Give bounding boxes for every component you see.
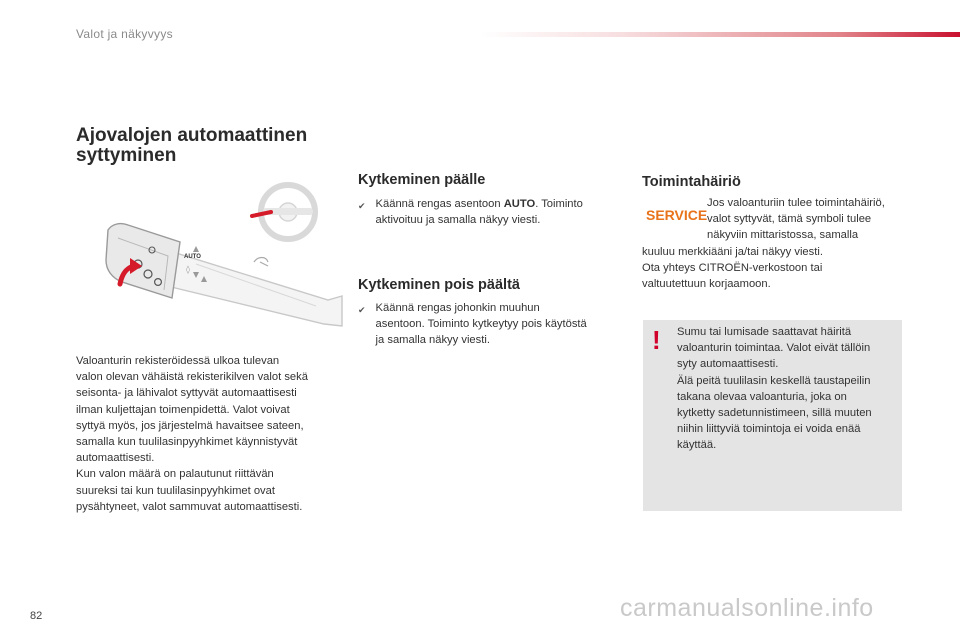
text-line: Käännä rengas johonkin muuhun	[375, 302, 540, 314]
text-line: takana olevaa valoanturia, joka on	[677, 390, 847, 403]
text-line: valtuutettuun korjaamoon.	[642, 278, 771, 291]
switch-on-text-pre: Käännä rengas asentoon	[375, 198, 504, 210]
warning-exclamation-icon: !	[652, 325, 661, 355]
bullet-check-icon: ✔	[358, 201, 366, 211]
header-accent-bar	[480, 32, 960, 37]
switch-off-title: Kytkeminen pois päältä	[358, 277, 520, 293]
text-line: asentoon. Toiminto kytkeytyy pois käytöstä	[375, 318, 587, 331]
service-label: SERVICE	[646, 207, 708, 223]
lever-head-icon	[106, 224, 180, 298]
switch-on-text-post: . Toiminto	[535, 198, 583, 210]
text-line: niihin liittyviä toimintoja ei voida enää	[677, 423, 861, 436]
text-line: ilman kuljettajan toimenpidettä. Valot voivat	[76, 403, 290, 416]
text-line: valon olevan vähäistä rekisterikilven valot sekä	[76, 371, 308, 384]
light-lever-illustration	[76, 178, 342, 328]
page-title-line-2: syttyminen	[76, 145, 177, 166]
page-title	[76, 126, 346, 166]
text-line: ja samalla näkyy viesti.	[375, 334, 490, 347]
text-line: valot syttyvät, tämä symboli tulee	[707, 213, 872, 226]
text-line: Älä peitä tuulilasin keskellä taustapeilin	[677, 374, 871, 387]
text-line: Sumu tai lumisade saattavat häiritä	[677, 326, 852, 338]
page-title-line-1: Ajovalojen automaattinen	[76, 125, 308, 146]
text-line: Kun valon määrä on palautunut riittävän	[76, 468, 274, 481]
text-line: seisonta- ja lähivalot syttyvät automaattisesti	[76, 387, 297, 400]
watermark: carmanualsonline.info	[620, 594, 874, 622]
malfunction-full-text	[642, 244, 902, 293]
text-line: kytketty sadetunnistimeen, sillä muuten	[677, 407, 872, 420]
text-line: käyttää.	[677, 439, 717, 452]
switch-on-auto-bold: AUTO	[503, 198, 536, 210]
sensor-description	[76, 353, 338, 515]
page-number: 82	[30, 610, 43, 622]
section-header-title: Valot ja näkyvyys	[76, 27, 173, 41]
beam-symbol-icon	[254, 258, 268, 267]
warning-text	[677, 324, 899, 454]
lever-location-arrow-icon	[252, 212, 271, 216]
text-line: automaattisesti.	[76, 452, 155, 465]
text-line: samalla kun tuulilasinpyyhkimet käynnistyvät	[76, 436, 298, 449]
text-line: syttyä myös, jos järjestelmä havaitsee sateen,	[76, 419, 304, 432]
switch-on-title: Kytkeminen päälle	[358, 172, 486, 188]
malfunction-indented-text	[707, 195, 907, 244]
text-line: syty automaattisesti.	[677, 358, 779, 371]
switch-on-instruction	[358, 196, 628, 228]
text-line: valoanturin toimintaa. Valot eivät tällöin	[677, 342, 871, 355]
lever-auto-label: AUTO	[184, 254, 201, 260]
text-line: Valoanturin rekisteröidessä ulkoa tulevan	[76, 355, 280, 367]
text-line: kuuluu merkkiääni ja/tai näkyy viesti.	[642, 246, 823, 258]
svg-text:◊: ◊	[186, 265, 190, 274]
text-line: suureksi tai kun tuulilasinpyyhkimet ovat	[76, 484, 275, 497]
switch-off-instruction	[358, 300, 633, 349]
text-line: pysähtyneet, valot sammuvat automaattisesti.	[76, 500, 303, 513]
text-line: näkyviin mittaristossa, samalla	[707, 229, 859, 242]
text-line: Ota yhteys CITROËN-verkostoon tai	[642, 262, 823, 275]
text-line: aktivoituu ja samalla näkyy viesti.	[375, 214, 541, 227]
bullet-check-icon: ✔	[358, 305, 366, 315]
text-line: Jos valoanturiin tulee toimintahäiriö,	[707, 197, 885, 209]
service-warning-icon	[645, 205, 708, 225]
malfunction-title: Toimintahäiriö	[642, 174, 741, 190]
